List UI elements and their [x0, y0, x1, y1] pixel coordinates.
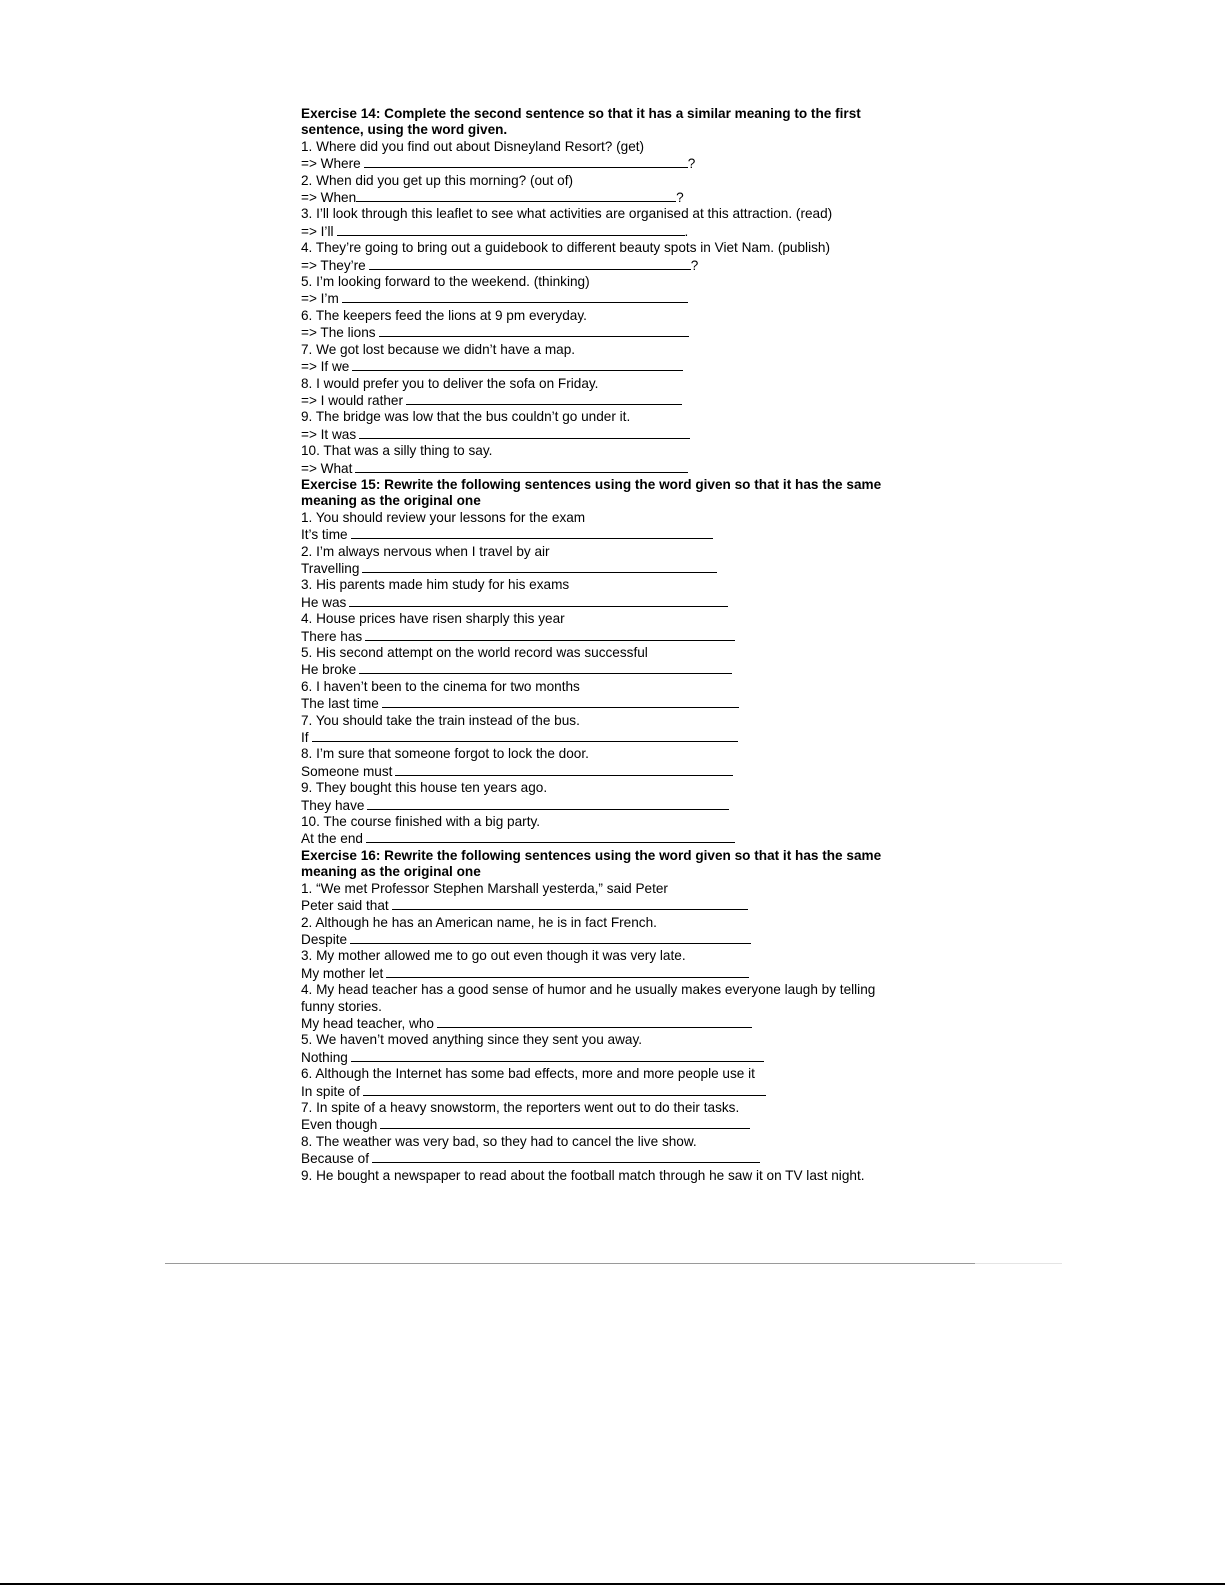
ex14-a4-blank[interactable] [369, 257, 691, 270]
exercise-14 [301, 106, 921, 477]
ex15-a7-row [301, 729, 921, 746]
ex15-a3-blank[interactable] [349, 594, 728, 607]
ex14-a6-blank[interactable] [379, 324, 689, 337]
ex15-a8-blank[interactable] [395, 763, 733, 776]
page-separator-line [165, 1263, 1062, 1264]
ex14-a3-end: . [684, 223, 689, 239]
ex15-a3-prompt: He was [301, 594, 347, 610]
ex15-a10-blank[interactable] [366, 830, 735, 843]
ex16-a8-blank[interactable] [372, 1150, 760, 1163]
ex15-a4-row [301, 628, 921, 645]
ex15-a6-prompt: The last time [301, 696, 379, 712]
ex14-a10-prompt: => What [301, 460, 353, 476]
ex16-q8: 8. The weather was very bad, so they had to cancel the live show. [301, 1133, 697, 1149]
ex15-a1-blank[interactable] [351, 526, 713, 539]
ex15-q7: 7. You should take the train instead of the bus. [301, 712, 580, 728]
ex15-a2-row [301, 560, 921, 577]
ex14-q5: 5. I’m looking forward to the weekend. (thinking) [301, 274, 590, 290]
ex16-a5-prompt: Nothing [301, 1049, 348, 1065]
ex14-a1-row [301, 155, 921, 172]
ex14-q1: 1. Where did you find out about Disneyland Resort? (get) [301, 138, 645, 154]
ex16-a6-blank[interactable] [363, 1083, 766, 1096]
ex15-a3-row [301, 594, 921, 611]
ex16-q2: 2. Although he has an American name, he is in fact French. [301, 914, 657, 930]
ex16-a4-blank[interactable] [437, 1015, 752, 1028]
ex14-a6-row [301, 324, 921, 341]
ex15-a4-blank[interactable] [365, 628, 735, 641]
ex16-a7-blank[interactable] [380, 1116, 750, 1129]
ex16-a8-row [301, 1150, 921, 1167]
ex15-a5-row [301, 661, 921, 678]
ex15-a6-row [301, 695, 921, 712]
ex14-a10-blank[interactable] [355, 460, 688, 473]
ex15-a10-row [301, 830, 921, 847]
ex15-a4-prompt: There has [301, 628, 363, 644]
ex16-q6: 6. Although the Internet has some bad effects, more and more people use it [301, 1066, 755, 1082]
ex16-q7: 7. In spite of a heavy snowstorm, the reporters went out to do their tasks. [301, 1099, 740, 1115]
ex14-a3-blank[interactable] [337, 223, 685, 236]
ex15-a5-prompt: He broke [301, 662, 357, 678]
ex14-a5-blank[interactable] [342, 290, 688, 303]
ex16-q1: 1. “We met Professor Stephen Marshall yesterda,” said Peter [301, 880, 668, 896]
ex16-a3-row [301, 965, 921, 982]
ex14-q9: 9. The bridge was low that the bus couldn’t go under it. [301, 409, 631, 425]
ex15-q8: 8. I’m sure that someone forgot to lock the door. [301, 746, 589, 762]
ex14-a8-row [301, 392, 921, 409]
ex14-a8-prompt: => I would rather [301, 392, 404, 408]
ex16-a7-row [301, 1116, 921, 1133]
ex14-a7-blank[interactable] [352, 358, 683, 371]
ex15-q5: 5. His second attempt on the world record was successful [301, 645, 648, 660]
ex14-a9-prompt: => It was [301, 426, 357, 442]
ex14-a5-row [301, 290, 921, 307]
ex16-a6-prompt: In spite of [301, 1083, 360, 1099]
ex15-a8-prompt: Someone must [301, 763, 393, 779]
ex14-q10: 10. That was a silly thing to say. [301, 443, 493, 459]
ex16-a6-row [301, 1083, 921, 1100]
ex16-q9: 9. He bought a newspaper to read about the football match through he saw it on TV last night. [301, 1167, 865, 1183]
ex15-a7-blank[interactable] [312, 729, 738, 742]
ex14-q7: 7. We got lost because we didn’t have a map. [301, 341, 576, 357]
ex15-a9-row [301, 797, 921, 814]
ex14-a4-prompt: => They’re [301, 257, 366, 273]
ex14-a7-row [301, 358, 921, 375]
ex15-a6-blank[interactable] [382, 695, 739, 708]
ex14-a10-row [301, 460, 921, 477]
ex14-a9-blank[interactable] [359, 426, 690, 439]
ex16-a5-blank[interactable] [351, 1049, 764, 1062]
ex15-a8-row [301, 763, 921, 780]
ex15-a9-blank[interactable] [367, 797, 729, 810]
exercise-15 [301, 477, 921, 848]
ex16-a2-prompt: Despite [301, 931, 348, 947]
ex16-q3: 3. My mother allowed me to go out even though it was very late. [301, 948, 686, 964]
ex16-a4-prompt: My head teacher, who [301, 1015, 434, 1031]
worksheet-page [301, 106, 921, 1184]
exercise-14-heading-cont: sentence, using the word given. [301, 122, 508, 138]
ex16-a8-prompt: Because of [301, 1151, 370, 1167]
ex14-a1-blank[interactable] [364, 155, 688, 168]
ex14-a2-prompt: => When [301, 190, 357, 206]
ex15-q9: 9. They bought this house ten years ago. [301, 780, 548, 796]
ex16-a3-prompt: My mother let [301, 965, 384, 981]
ex16-a2-blank[interactable] [350, 931, 751, 944]
ex14-a3-prompt: => I’ll [301, 223, 334, 239]
ex16-q4-cont: funny stories. [301, 998, 382, 1014]
ex15-a10-prompt: At the end [301, 831, 363, 847]
ex14-a4-row [301, 257, 921, 274]
ex15-q1: 1. You should review your lessons for the exam [301, 509, 586, 525]
ex15-q6: 6. I haven’t been to the cinema for two months [301, 678, 580, 694]
ex14-a2-blank[interactable] [356, 189, 676, 202]
exercise-16-heading-cont: meaning as the original one [301, 864, 481, 880]
ex14-q2: 2. When did you get up this morning? (out of) [301, 172, 574, 188]
ex16-q5: 5. We haven’t moved anything since they sent you away. [301, 1032, 643, 1048]
ex14-a2-end: ? [676, 190, 684, 206]
ex16-a1-prompt: Peter said that [301, 898, 389, 914]
ex14-q6: 6. The keepers feed the lions at 9 pm everyday. [301, 307, 587, 323]
ex14-a1-end: ? [687, 156, 696, 172]
ex14-q4: 4. They’re going to bring out a guidebook to different beauty spots in Viet Nam. (publish) [301, 240, 830, 256]
ex14-a9-row [301, 426, 921, 443]
exercise-15-heading-cont: meaning as the original one [301, 493, 481, 509]
ex15-q10: 10. The course finished with a big party. [301, 814, 541, 830]
ex15-q2: 2. I’m always nervous when I travel by air [301, 543, 550, 559]
ex14-a8-blank[interactable] [406, 392, 682, 405]
ex15-q3: 3. His parents made him study for his exams [301, 577, 570, 593]
ex14-a1-prompt: => Where [301, 156, 361, 172]
ex16-a1-blank[interactable] [392, 897, 748, 910]
page-separator-fade [975, 1263, 1062, 1264]
ex14-q8: 8. I would prefer you to deliver the sofa on Friday. [301, 375, 599, 391]
ex15-a1-row [301, 526, 921, 543]
ex14-a2-row [301, 189, 921, 206]
ex16-a2-row [301, 931, 921, 948]
ex14-a3-row [301, 223, 921, 240]
ex14-a6-prompt: => The lions [301, 325, 376, 341]
ex14-q3: 3. I’ll look through this leaflet to see what activities are organised at this attraction. (read) [301, 206, 833, 222]
ex15-a7-prompt: If [301, 730, 309, 746]
exercise-14-heading: Exercise 14: Complete the second sentence so that it has a similar meaning to the first [301, 106, 861, 121]
exercise-16 [301, 848, 921, 1184]
exercise-15-heading: Exercise 15: Rewrite the following sentences using the word given so that it has the same [301, 476, 882, 492]
ex16-a1-row [301, 897, 921, 914]
ex14-a4-end: ? [690, 257, 699, 273]
ex15-a1-prompt: It’s time [301, 527, 348, 543]
ex15-a5-blank[interactable] [359, 661, 732, 674]
ex15-a2-blank[interactable] [362, 560, 717, 573]
ex16-a3-blank[interactable] [386, 965, 749, 978]
ex14-a5-prompt: => I’m [301, 291, 339, 307]
exercise-16-heading: Exercise 16: Rewrite the following sentences using the word given so that it has the same [301, 847, 882, 863]
ex14-a7-prompt: => If we [301, 359, 350, 375]
ex15-a2-prompt: Travelling [301, 560, 360, 576]
ex16-a5-row [301, 1049, 921, 1066]
ex15-q4: 4. House prices have risen sharply this year [301, 611, 565, 627]
ex16-a7-prompt: Even though [301, 1117, 378, 1133]
ex15-a9-prompt: They have [301, 797, 365, 813]
ex16-q4: 4. My head teacher has a good sense of humor and he usually makes everyone laugh by telling [301, 982, 876, 998]
ex16-a4-row [301, 1015, 921, 1032]
